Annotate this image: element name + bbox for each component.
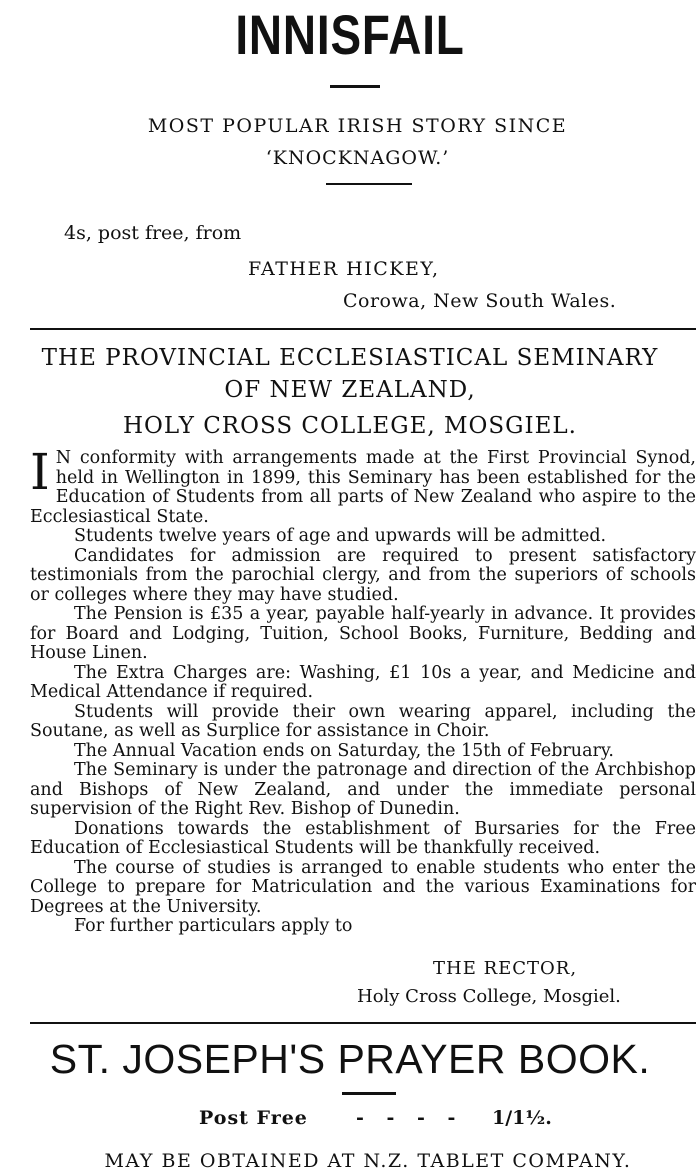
- ad-separator-2: [30, 1022, 696, 1024]
- prayer-book-divider: [342, 1092, 396, 1095]
- seminary-paragraph: The Extra Charges are: Washing, £1 10s a year, and Medicine and Medical Attendance if required.: [30, 662, 696, 702]
- paragraph-text: N conformity with arrangements made at the First Provincial Synod, held in Wellington in 1899, this Seminary has been established for the Education of Students from all parts of New Zealand who aspire to the Ecclesiastical State.: [30, 448, 696, 527]
- prayer-book-title: ST. JOSEPH'S PRAYER BOOK.: [49, 1036, 651, 1082]
- seminary-paragraph: [30, 443, 696, 527]
- seminary-paragraph: The Annual Vacation ends on Saturday, the 15th of February.: [74, 740, 614, 761]
- innisfail-title: INNISFAIL: [235, 3, 465, 66]
- seminary-paragraph: The Seminary is under the patronage and direction of the Archbishop and Bishops of New Zealand, and under the immediate personal supervision of the Right Rev. Bishop of Dunedin.: [30, 760, 696, 819]
- innisfail-subtitle-line1: MOST POPULAR IRISH STORY SINCE: [147, 115, 568, 137]
- ad-separator-1: [30, 328, 696, 330]
- price-leader-dashes: - - - -: [356, 1107, 464, 1129]
- seminary-title-line2: OF NEW ZEALAND,: [224, 377, 476, 403]
- seminary-title-line3: HOLY CROSS COLLEGE, MOSGIEL.: [123, 413, 577, 439]
- seminary-paragraph: Students twelve years of age and upwards will be admitted.: [74, 526, 607, 546]
- innisfail-agent: FATHER HICKEY,: [248, 258, 440, 280]
- subtitle-divider: [326, 183, 412, 185]
- obtain-line: MAY BE OBTAINED AT N.Z. TABLET COMPANY.: [104, 1150, 632, 1172]
- seminary-body: [30, 443, 696, 937]
- seminary-paragraph: Donations towards the establishment of Bursaries for the Free Education of Ecclesiastical Students will be thankfully received.: [30, 818, 696, 858]
- seminary-paragraph: Candidates for admission are required to present satisfactory testimonials from the parochial clergy, and from the superiors of schools or colleges where they may have studied.: [30, 545, 696, 605]
- innisfail-subtitle-line2: ‘KNOCKNAGOW.’: [265, 147, 450, 169]
- seminary-paragraph: The course of studies is arranged to enable students who enter the College to prepare for Matriculation and the various Examinations for Degrees at the University.: [30, 857, 696, 917]
- seminary-paragraph: The Pension is £35 a year, payable half-yearly in advance. It provides for Board and Lodging, Tuition, School Books, Furniture, Bedding and House Linen.: [30, 604, 696, 663]
- drop-cap: I: [30, 443, 50, 501]
- seminary-signatory-address: Holy Cross College, Mosgiel.: [357, 986, 621, 1007]
- seminary-paragraph: Students will provide their own wearing apparel, including the Soutane, as well as Surplice for assistance in Choir.: [30, 701, 696, 741]
- innisfail-address: Corowa, New South Wales.: [343, 290, 617, 312]
- seminary-title-line1: THE PROVINCIAL ECCLESIASTICAL SEMINARY: [41, 345, 659, 371]
- title-divider: [330, 85, 380, 88]
- seminary-paragraph: For further particulars apply to: [74, 916, 353, 936]
- price-value: 1/1½.: [492, 1107, 552, 1129]
- innisfail-price-line: 4s, post free, from: [64, 222, 242, 244]
- price-label: Post Free: [199, 1107, 308, 1129]
- seminary-signatory: THE RECTOR,: [433, 958, 578, 979]
